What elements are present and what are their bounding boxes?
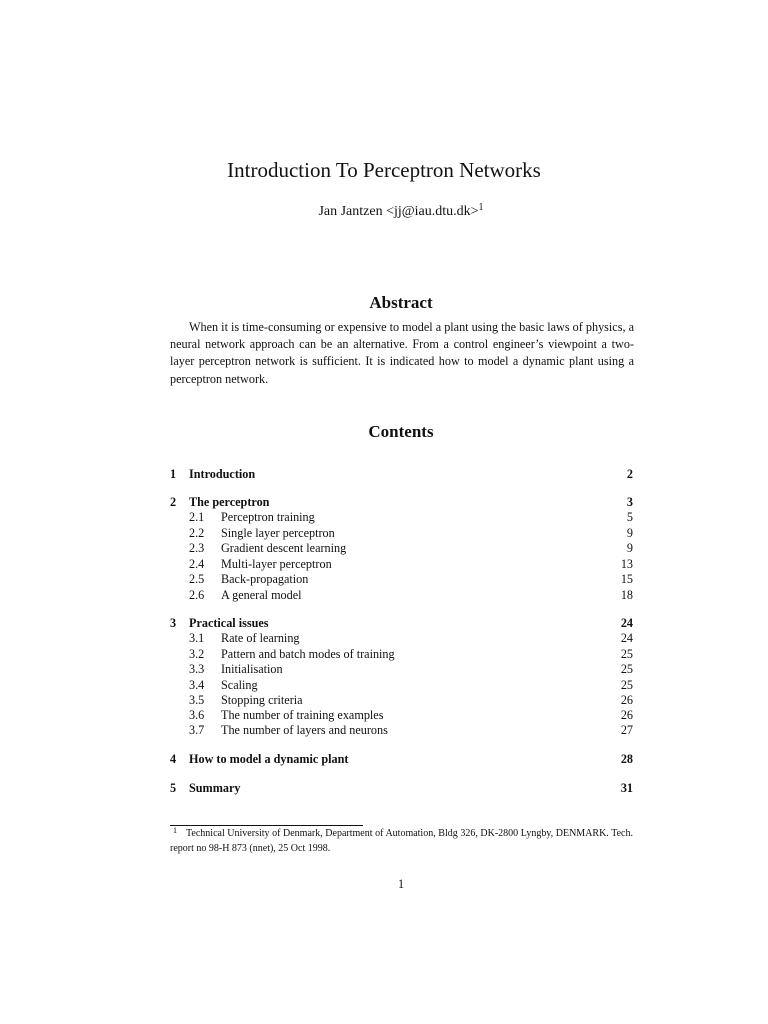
toc-entry-page: 9 [626, 541, 633, 555]
toc-entry-page: 27 [620, 723, 633, 737]
author-line [0, 202, 768, 222]
toc-entry-number: 3.1 [189, 631, 205, 645]
toc-entry-label: Perceptron training [221, 510, 315, 524]
footnote-text: Technical University of Denmark, Department of Automation, Bldg 326, DK-2800 Lyngby, DENMARK. Tech. report no 98-H 873 (nnet), 25 Oct 1998. [170, 828, 633, 854]
paper-title: Introduction To Perceptron Networks [227, 158, 541, 182]
toc-entry-label: Back-propagation [221, 572, 309, 586]
toc-entry-introduction [170, 466, 633, 482]
toc-entry-the-perceptron [170, 494, 633, 510]
toc-entry-label: How to model a dynamic plant [189, 752, 349, 766]
toc-entry-initialisation [170, 661, 633, 677]
toc-entry-label: Rate of learning [221, 631, 300, 645]
toc-entry-page: 5 [626, 510, 633, 524]
author-footnote-mark: 1 [478, 202, 484, 213]
toc-entry-rate-of-learning [170, 630, 633, 646]
toc-entry-number-of-layers-and-neurons [170, 722, 633, 738]
toc-entry-label: The number of layers and neurons [221, 723, 388, 737]
toc-entry-back-propagation [170, 571, 633, 587]
toc-entry-number: 2.6 [189, 588, 205, 602]
contents-heading: Contents [368, 422, 434, 441]
toc-entry-stopping-criteria [170, 692, 633, 708]
toc-entry-page: 25 [620, 678, 633, 692]
toc-entry-number: 3.2 [189, 647, 205, 661]
toc-entry-label: Multi-layer perceptron [221, 557, 332, 571]
toc-entry-pattern-and-batch-modes [170, 646, 633, 662]
toc-entry-page: 24 [620, 616, 633, 630]
footnote-mark: 1 [173, 826, 177, 835]
toc-entry-label: Scaling [221, 678, 258, 692]
abstract-text: When it is time-consuming or expensive to model a plant using the basic laws of physics, a neural network approach can be an alternative. From a control engineer’s viewpoint a two-layer perceptron network is sufficient. It is indicated how to model a dynamic plant using a perceptron network. [170, 320, 634, 386]
toc-entry-label: Practical issues [189, 616, 269, 630]
toc-entry-label: Initialisation [221, 662, 283, 676]
toc-entry-page: 26 [620, 693, 633, 707]
author-name: Jan Jantzen <jj@iau.dtu.dk> [318, 204, 479, 219]
toc-entry-page: 25 [620, 662, 633, 676]
toc-entry-page: 13 [620, 557, 633, 571]
toc-entry-label: A general model [221, 588, 302, 602]
toc-entry-number: 2 [170, 495, 177, 509]
toc-entry-practical-issues [170, 615, 633, 631]
toc-entry-page: 26 [620, 708, 633, 722]
toc-entry-label: Single layer perceptron [221, 526, 335, 540]
toc-entry-number: 2.4 [189, 557, 205, 571]
toc-entry-number: 3 [170, 616, 177, 630]
toc-entry-label: Stopping criteria [221, 693, 303, 707]
toc-entry-label: The perceptron [189, 495, 270, 509]
toc-entry-scaling [170, 677, 633, 693]
toc-entry-number-of-training-examples [170, 707, 633, 723]
toc-entry-label: Pattern and batch modes of training [221, 647, 395, 661]
toc-entry-page: 15 [620, 572, 633, 586]
toc-entry-page: 9 [626, 526, 633, 540]
toc-entry-page: 2 [626, 467, 633, 481]
toc-entry-number: 5 [170, 781, 177, 795]
toc-entry-multi-layer-perceptron [170, 556, 633, 572]
toc-entry-single-layer-perceptron [170, 525, 633, 541]
toc-entry-page: 31 [620, 781, 633, 795]
toc-entry-perceptron-training [170, 509, 633, 525]
toc-entry-number: 2.5 [189, 572, 205, 586]
toc-entry-gradient-descent-learning [170, 540, 633, 556]
toc-entry-label: Summary [189, 781, 241, 795]
toc-entry-number: 1 [170, 467, 177, 481]
toc-entry-label: Gradient descent learning [221, 541, 347, 555]
toc-entry-number: 3.5 [189, 693, 205, 707]
toc-entry-page: 25 [620, 647, 633, 661]
page-number: 1 [397, 877, 405, 891]
toc-entry-page: 24 [620, 631, 633, 645]
abstract-heading: Abstract [369, 293, 433, 312]
toc-entry-number: 3.4 [189, 678, 205, 692]
toc-entry-page: 18 [620, 588, 633, 602]
toc-entry-page: 28 [620, 752, 633, 766]
toc-entry-number: 3.7 [189, 723, 205, 737]
toc-entry-dynamic-plant [170, 751, 633, 767]
toc-entry-a-general-model [170, 587, 633, 603]
toc-entry-number: 3.3 [189, 662, 205, 676]
toc-entry-label: The number of training examples [221, 708, 384, 722]
toc-entry-number: 2.1 [189, 510, 205, 524]
toc-entry-label: Introduction [189, 467, 256, 481]
toc-entry-number: 2.2 [189, 526, 205, 540]
footnote [170, 826, 633, 856]
toc-entry-number: 3.6 [189, 708, 205, 722]
toc-entry-number: 2.3 [189, 541, 205, 555]
toc-entry-summary [170, 780, 633, 796]
toc-entry-page: 3 [626, 495, 633, 509]
toc-entry-number: 4 [170, 752, 177, 766]
